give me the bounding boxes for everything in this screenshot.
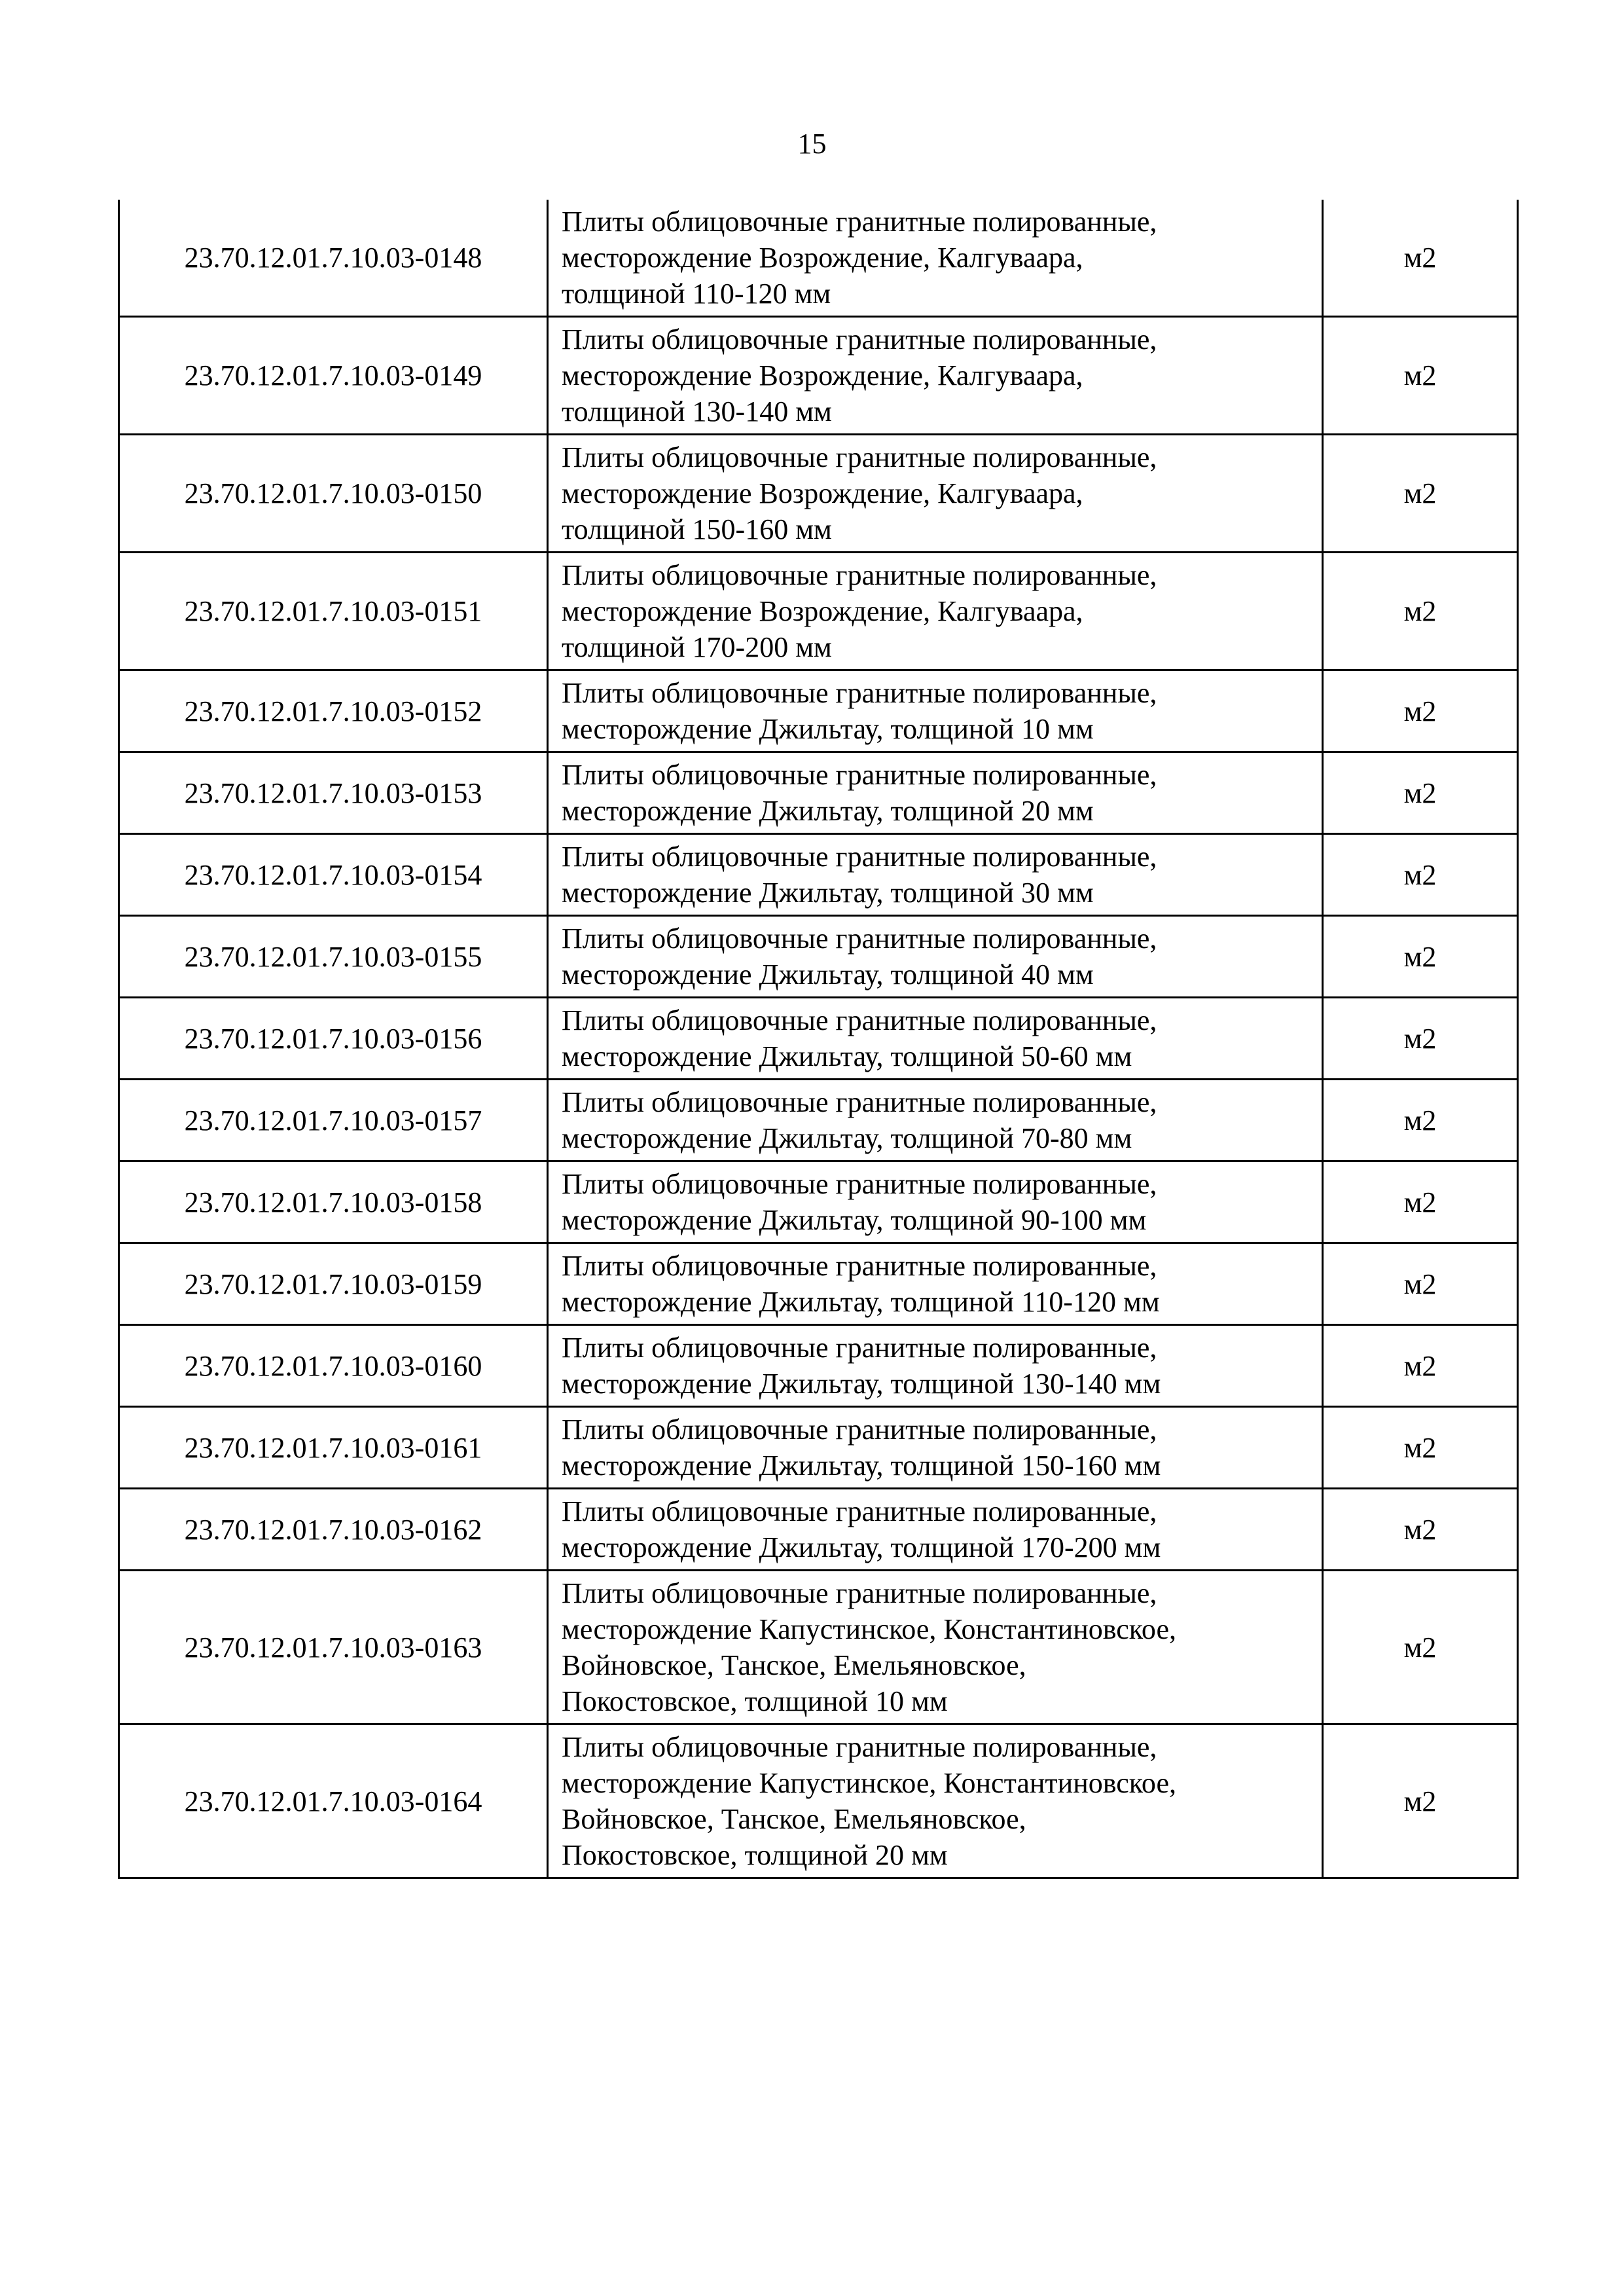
material-name-line: месторождение Возрождение, Калгуваара, [562,477,1083,509]
materials-table [118,200,1519,1879]
material-name-line: толщиной 110-120 мм [562,278,831,310]
material-name-line: толщиной 150-160 мм [562,513,832,545]
material-code-cell: 23.70.12.01.7.10.03-0154 [119,834,548,916]
material-code-cell: 23.70.12.01.7.10.03-0152 [119,670,548,752]
table-row [119,1571,1518,1724]
unit-cell: м2 [1323,1489,1518,1571]
unit-cell: м2 [1323,435,1518,553]
material-name-cell [548,752,1323,834]
table-row [119,670,1518,752]
material-code-cell: 23.70.12.01.7.10.03-0156 [119,998,548,1080]
material-name-line: Плиты облицовочные гранитные полированные, [562,1332,1157,1364]
material-name-cell [548,1325,1323,1407]
unit-cell: м2 [1323,1407,1518,1489]
material-name-line: Плиты облицовочные гранитные полированные, [562,1004,1157,1036]
material-name-line: Плиты облицовочные гранитные полированные, [562,841,1157,873]
material-code-cell: 23.70.12.01.7.10.03-0160 [119,1325,548,1407]
material-name-line: Плиты облицовочные гранитные полированные, [562,922,1157,955]
material-code-cell: 23.70.12.01.7.10.03-0151 [119,553,548,670]
material-name-cell [548,1161,1323,1243]
table-row [119,317,1518,435]
material-code-cell: 23.70.12.01.7.10.03-0148 [119,200,548,317]
material-name-line: месторождение Джильтау, толщиной 170-200 мм [562,1531,1161,1563]
material-name-line: Покостовское, толщиной 20 мм [562,1839,948,1871]
unit-cell: м2 [1323,1243,1518,1325]
unit-cell: м2 [1323,670,1518,752]
unit-cell: м2 [1323,1161,1518,1243]
material-name-line: Плиты облицовочные гранитные полированные, [562,677,1157,709]
material-name-line: месторождение Возрождение, Калгуваара, [562,359,1083,392]
unit-cell: м2 [1323,553,1518,670]
material-name-line: месторождение Джильтау, толщиной 50-60 мм [562,1040,1132,1072]
unit-cell: м2 [1323,1080,1518,1161]
material-name-cell [548,1080,1323,1161]
material-code-cell: 23.70.12.01.7.10.03-0150 [119,435,548,553]
material-name-line: Плиты облицовочные гранитные полированные, [562,559,1157,591]
material-name-line: месторождение Джильтау, толщиной 30 мм [562,877,1094,909]
material-name-line: месторождение Капустинское, Константиновское, [562,1767,1176,1799]
material-code-cell: 23.70.12.01.7.10.03-0162 [119,1489,548,1571]
material-name-cell [548,916,1323,998]
table-row [119,834,1518,916]
material-name-line: Плиты облицовочные гранитные полированные, [562,206,1157,238]
table-row [119,553,1518,670]
material-name-cell [548,1489,1323,1571]
material-name-line: Плиты облицовочные гранитные полированные, [562,441,1157,473]
material-name-line: месторождение Возрождение, Калгуваара, [562,242,1083,274]
material-code-cell: 23.70.12.01.7.10.03-0163 [119,1571,548,1724]
table-row [119,200,1518,317]
material-name-cell [548,317,1323,435]
material-name-line: месторождение Джильтау, толщиной 10 мм [562,713,1094,745]
material-name-line: толщиной 170-200 мм [562,631,832,663]
material-name-line: месторождение Возрождение, Калгуваара, [562,595,1083,627]
material-name-cell [548,1724,1323,1878]
material-name-cell [548,1407,1323,1489]
material-name-line: месторождение Джильтау, толщиной 20 мм [562,795,1094,827]
table-row [119,1724,1518,1878]
material-name-line: месторождение Капустинское, Константиновское, [562,1613,1176,1645]
material-code-cell: 23.70.12.01.7.10.03-0159 [119,1243,548,1325]
unit-cell: м2 [1323,998,1518,1080]
material-code-cell: 23.70.12.01.7.10.03-0153 [119,752,548,834]
table-row [119,1161,1518,1243]
material-name-line: Войновское, Танское, Емельяновское, [562,1803,1026,1835]
material-code-cell: 23.70.12.01.7.10.03-0164 [119,1724,548,1878]
unit-cell: м2 [1323,752,1518,834]
material-name-line: Плиты облицовочные гранитные полированные, [562,1086,1157,1118]
material-name-line: месторождение Джильтау, толщиной 150-160 мм [562,1449,1161,1482]
material-name-line: Плиты облицовочные гранитные полированные, [562,1413,1157,1446]
material-name-cell [548,1571,1323,1724]
table-row [119,752,1518,834]
material-name-line: Покостовское, толщиной 10 мм [562,1685,948,1717]
unit-cell: м2 [1323,317,1518,435]
material-name-line: Плиты облицовочные гранитные полированные, [562,1168,1157,1200]
material-name-cell [548,998,1323,1080]
material-name-cell [548,834,1323,916]
material-name-cell [548,553,1323,670]
material-name-cell [548,200,1323,317]
page-number: 15 [797,128,827,160]
materials-table-body [119,200,1518,1878]
table-row [119,1489,1518,1571]
material-code-cell: 23.70.12.01.7.10.03-0158 [119,1161,548,1243]
table-row [119,916,1518,998]
material-name-line: Плиты облицовочные гранитные полированные, [562,1495,1157,1527]
material-name-line: месторождение Джильтау, толщиной 130-140 мм [562,1368,1161,1400]
material-name-line: Войновское, Танское, Емельяновское, [562,1649,1026,1681]
material-code-cell: 23.70.12.01.7.10.03-0157 [119,1080,548,1161]
material-name-line: толщиной 130-140 мм [562,395,832,428]
unit-cell: м2 [1323,1325,1518,1407]
unit-cell: м2 [1323,1724,1518,1878]
material-name-cell [548,670,1323,752]
material-code-cell: 23.70.12.01.7.10.03-0155 [119,916,548,998]
material-name-line: Плиты облицовочные гранитные полированные, [562,1731,1157,1763]
table-row [119,1407,1518,1489]
table-row [119,435,1518,553]
table-row [119,1080,1518,1161]
material-name-line: Плиты облицовочные гранитные полированные, [562,759,1157,791]
material-code-cell: 23.70.12.01.7.10.03-0161 [119,1407,548,1489]
material-name-line: месторождение Джильтау, толщиной 90-100 мм [562,1204,1147,1236]
material-name-line: месторождение Джильтау, толщиной 110-120 мм [562,1286,1160,1318]
table-row [119,1243,1518,1325]
table-row [119,1325,1518,1407]
material-name-cell [548,1243,1323,1325]
material-code-cell: 23.70.12.01.7.10.03-0149 [119,317,548,435]
table-row [119,998,1518,1080]
material-name-line: месторождение Джильтау, толщиной 40 мм [562,958,1094,991]
unit-cell: м2 [1323,916,1518,998]
material-name-line: Плиты облицовочные гранитные полированные, [562,1577,1157,1609]
unit-cell: м2 [1323,1571,1518,1724]
material-name-line: Плиты облицовочные гранитные полированные, [562,323,1157,355]
unit-cell: м2 [1323,200,1518,317]
material-name-line: Плиты облицовочные гранитные полированные, [562,1250,1157,1282]
material-name-line: месторождение Джильтау, толщиной 70-80 мм [562,1122,1132,1154]
material-name-cell [548,435,1323,553]
unit-cell: м2 [1323,834,1518,916]
